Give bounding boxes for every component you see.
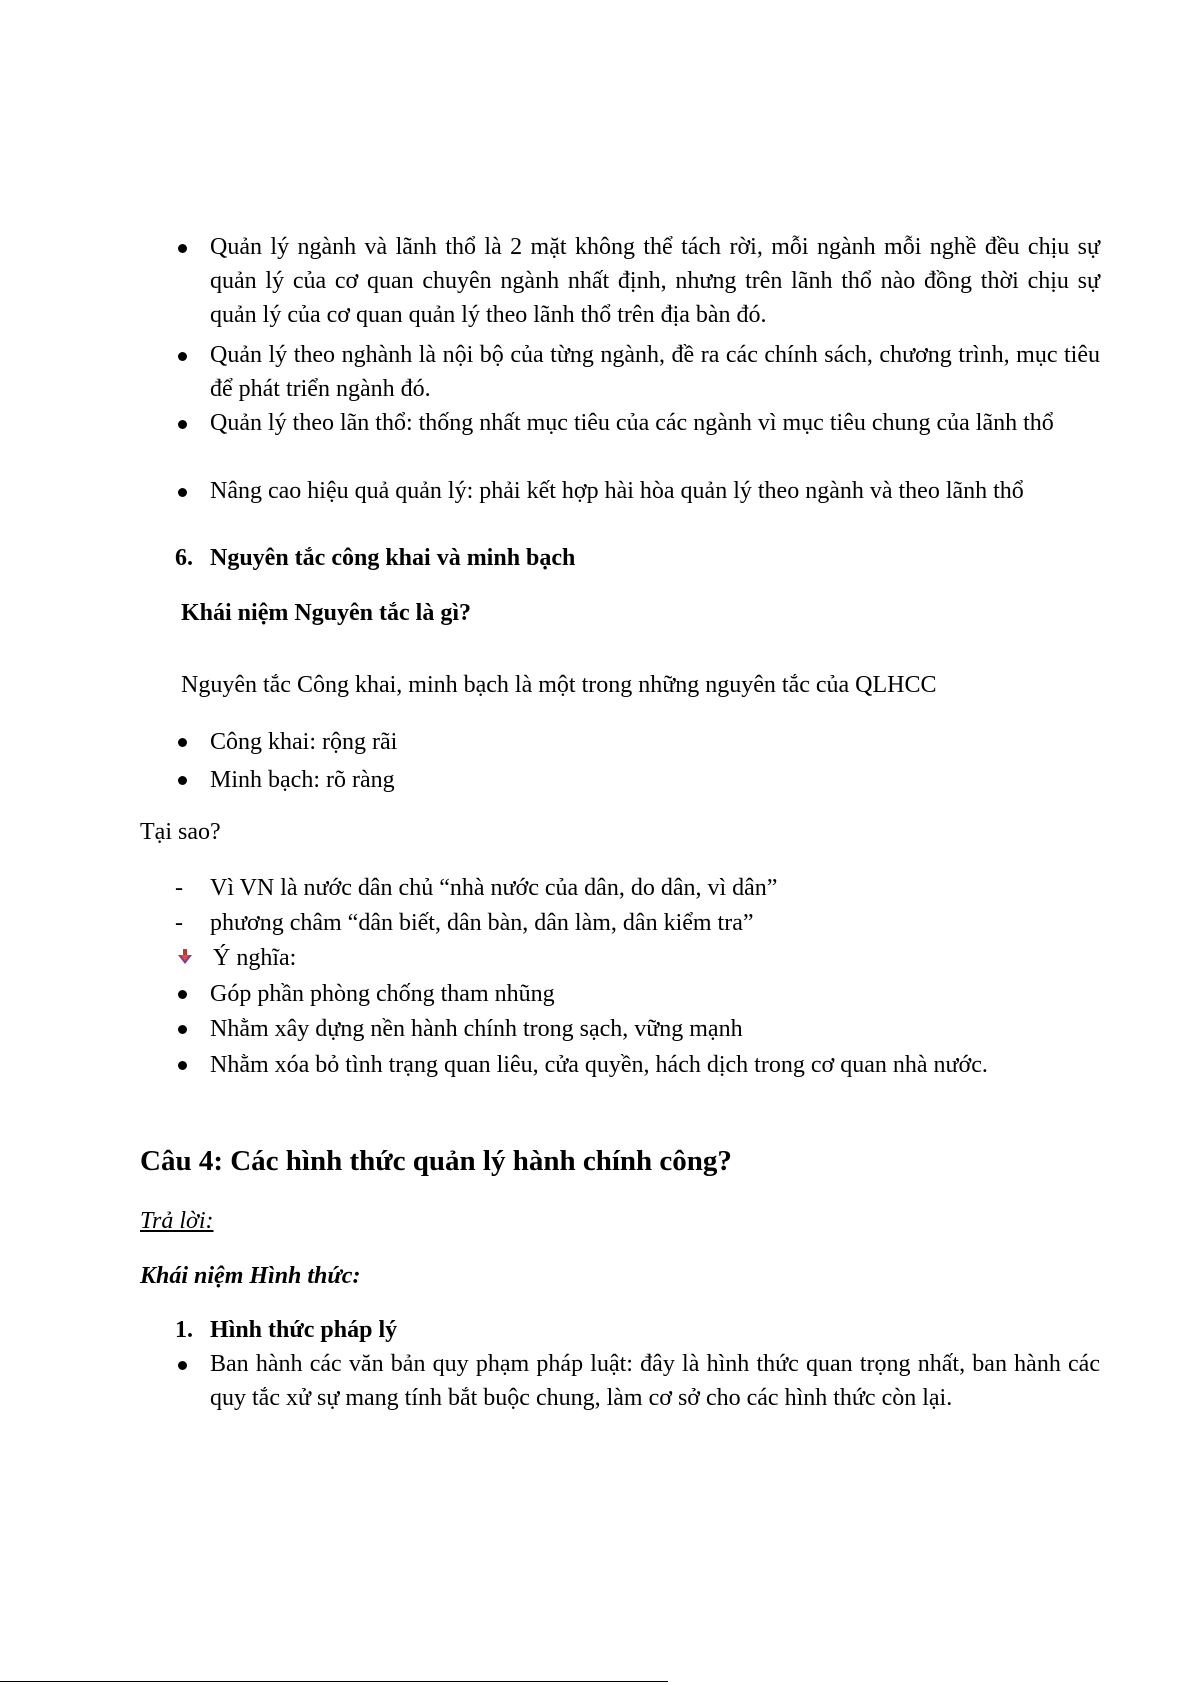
question-title: Câu 4: Các hình thức quản lý hành chính công? [140,1145,732,1177]
bullet-dot [178,990,187,999]
list-item: Quản lý theo lãn thổ: thống nhất mục tiêu của các ngành vì mục tiêu chung của lãnh thổ [210,410,1054,436]
bullet-dot [178,244,187,253]
answer-label: Trả lời: [140,1208,214,1234]
bullet-dot [178,420,187,429]
list-item: Nhằm xây dựng nền hành chính trong sạch, vững mạnh [210,1016,743,1042]
arrow-down-icon [178,949,192,965]
list-item: Góp phần phòng chống tham nhũng [210,981,555,1007]
list-item: Ban hành các văn bản quy phạm pháp luật: đây là hình thức quan trọng nhất, ban hành các quy tắc xử sự mang tính bắt buộc chung, làm cơ sở cho các hình thức còn lại. [210,1351,1100,1411]
bullet-dot [178,352,187,361]
list-item: Công khai: rộng rãi [210,729,398,755]
section-number: 6. [175,545,193,571]
item-number: 1. [175,1317,193,1343]
meaning-label: Ý nghĩa: [213,945,297,971]
bullet-dot [178,1025,187,1034]
list-item: Nhằm xóa bỏ tình trạng quan liêu, cửa quyền, hách dịch trong cơ quan nhà nước. [210,1052,988,1078]
concept-heading: Khái niệm Hình thức: [140,1263,361,1289]
list-item: phương châm “dân biết, dân bàn, dân làm, dân kiểm tra” [210,910,754,936]
bullet-dot [178,1061,187,1070]
item-title: Hình thức pháp lý [210,1317,398,1343]
bullet-dot [178,738,187,747]
concept-text: Nguyên tắc Công khai, minh bạch là một trong những nguyên tắc của QLHCC [181,672,937,698]
footer-divider [598,1681,668,1682]
list-item: Quản lý theo nghành là nội bộ của từng ngành, đề ra các chính sách, chương trình, mục tiêu để phát triển ngành đó. [210,342,1100,402]
dash-marker: - [175,875,183,901]
bullet-dot [178,1361,187,1370]
list-item: Minh bạch: rõ ràng [210,767,395,793]
bullet-dot [178,488,187,497]
footer-divider [0,1681,598,1682]
section-title: Nguyên tắc công khai và minh bạch [210,545,576,571]
list-item: Vì VN là nước dân chủ “nhà nước của dân, do dân, vì dân” [210,875,778,901]
list-item: Quản lý ngành và lãnh thổ là 2 mặt không thể tách rời, mỗi ngành mỗi nghề đều chịu sự quản lý của cơ quan chuyên ngành nhất định, nhưng trên lãnh thổ nào đồng thời chịu sự quản lý của cơ quan quản lý theo lãnh thổ trên địa bàn đó. [210,234,1100,328]
why-label: Tại sao? [140,819,221,845]
list-item: Nâng cao hiệu quả quản lý: phải kết hợp hài hòa quản lý theo ngành và theo lãnh thổ [210,478,1024,504]
concept-heading: Khái niệm Nguyên tắc là gì? [181,600,472,626]
bullet-dot [178,776,187,785]
dash-marker: - [175,910,183,936]
